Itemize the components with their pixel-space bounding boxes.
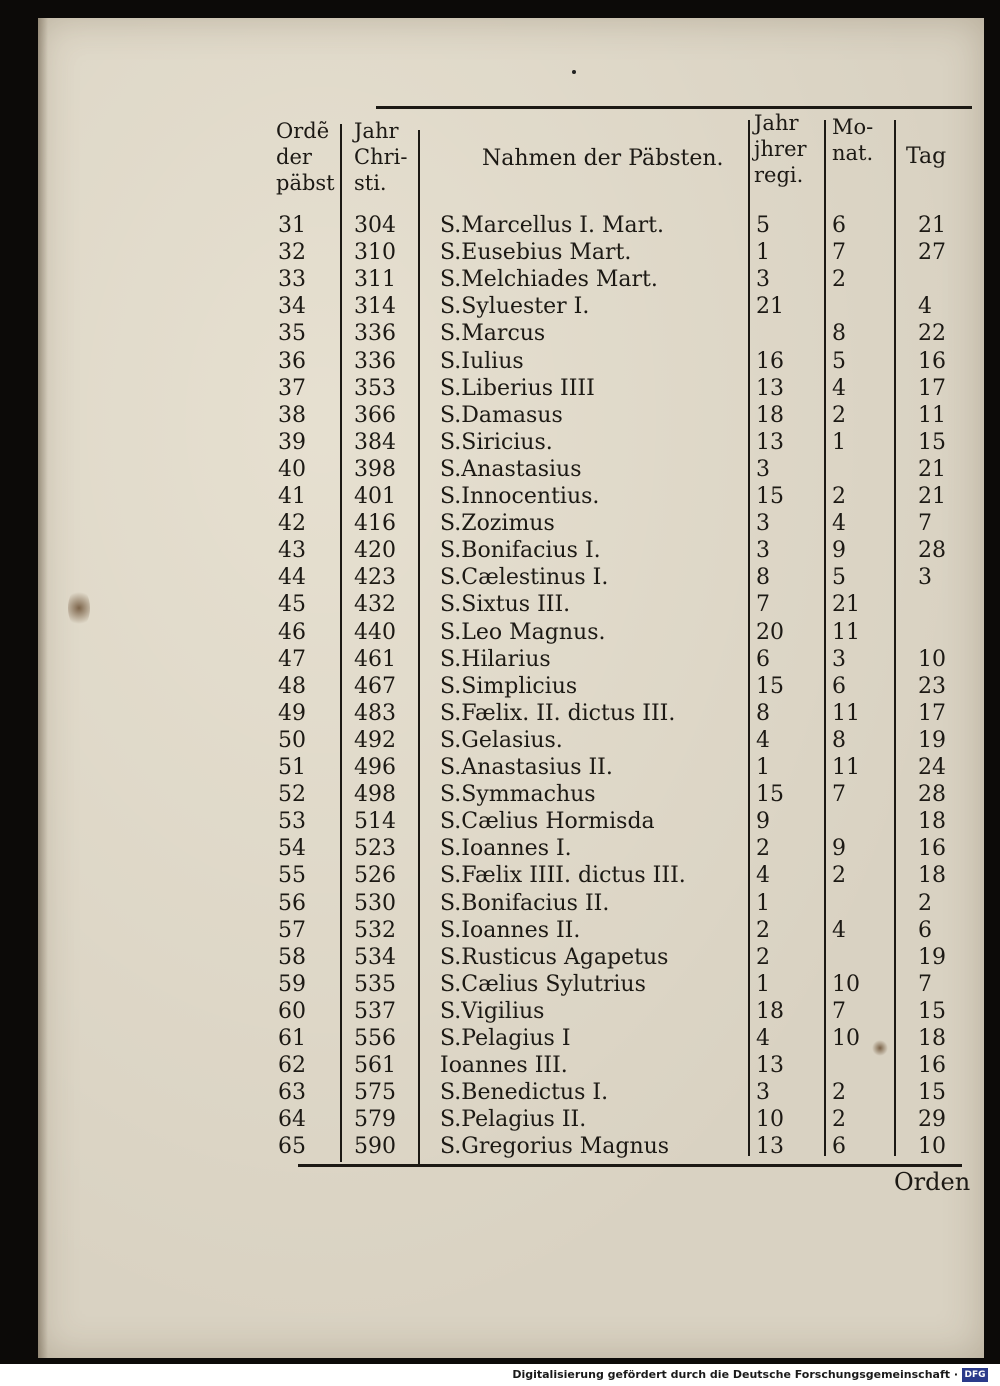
months-cell: 11 xyxy=(832,700,860,726)
year-cell: 532 xyxy=(354,917,396,943)
year-cell: 498 xyxy=(354,782,396,808)
name-cell: S.Pelagius II. xyxy=(440,1107,587,1133)
days-cell: 18 xyxy=(918,1026,946,1051)
table-row xyxy=(272,1106,972,1133)
name-cell: S.Rusticus Agapetus xyxy=(440,944,669,970)
months-cell: 4 xyxy=(832,917,846,943)
name-cell: S.Cælius Sylutrius xyxy=(440,971,646,997)
year-cell: 366 xyxy=(354,402,396,428)
order-cell: 47 xyxy=(278,646,306,672)
order-cell: 58 xyxy=(278,944,306,970)
order-cell: 39 xyxy=(278,429,306,455)
year-cell: 353 xyxy=(354,375,396,401)
table-row xyxy=(272,998,972,1025)
year-cell: 535 xyxy=(354,971,396,997)
days-cell: 16 xyxy=(918,348,946,374)
name-cell: S.Ioannes I. xyxy=(440,836,572,862)
months-cell: 11 xyxy=(832,619,860,645)
table-row xyxy=(272,1133,972,1160)
months-cell: 7 xyxy=(832,240,846,266)
order-cell: 64 xyxy=(278,1107,306,1133)
order-cell: 35 xyxy=(278,321,306,347)
year-cell: 423 xyxy=(354,565,396,591)
order-cell: 55 xyxy=(278,863,306,889)
years-cell: 8 xyxy=(756,700,770,726)
order-cell: 49 xyxy=(278,700,306,726)
years-cell: 18 xyxy=(756,998,784,1024)
days-cell: 17 xyxy=(918,375,946,401)
years-cell: 2 xyxy=(756,917,770,943)
years-cell: 13 xyxy=(756,375,784,401)
months-cell: 6 xyxy=(832,673,846,699)
days-cell: 15 xyxy=(918,1080,946,1106)
table-row xyxy=(272,510,972,537)
order-cell: 45 xyxy=(278,592,306,618)
days-cell: 17 xyxy=(918,700,946,726)
name-cell: S.Marcus xyxy=(440,321,546,347)
days-cell: 18 xyxy=(918,863,946,889)
year-cell: 416 xyxy=(354,511,396,537)
years-cell: 2 xyxy=(756,944,770,970)
days-cell: 7 xyxy=(918,971,932,997)
year-cell: 336 xyxy=(354,321,396,347)
years-cell: 13 xyxy=(756,1134,784,1160)
order-cell: 42 xyxy=(278,511,306,537)
days-cell: 16 xyxy=(918,1053,946,1079)
name-cell: Ioannes III. xyxy=(440,1053,568,1079)
table-row xyxy=(272,890,972,917)
table-row xyxy=(272,971,972,998)
months-cell: 2 xyxy=(832,402,846,428)
order-cell: 33 xyxy=(278,267,306,293)
order-cell: 50 xyxy=(278,727,306,753)
days-cell: 27 xyxy=(918,240,946,266)
months-cell: 11 xyxy=(832,755,860,780)
order-cell: 43 xyxy=(278,538,306,564)
page-spine-shadow xyxy=(38,18,48,1358)
months-cell: 2 xyxy=(832,484,846,509)
name-cell: S.Sixtus III. xyxy=(440,592,571,618)
days-cell: 2 xyxy=(918,890,932,916)
days-cell: 10 xyxy=(918,646,946,672)
years-cell: 4 xyxy=(756,1026,770,1051)
table-row xyxy=(272,212,972,239)
days-cell: 28 xyxy=(918,538,946,564)
table-row xyxy=(272,1025,972,1052)
name-cell: S.Ioannes II. xyxy=(440,917,581,943)
years-cell: 10 xyxy=(756,1107,784,1133)
name-cell: S.Anastasius xyxy=(440,456,582,482)
years-cell: 13 xyxy=(756,1053,784,1079)
months-cell: 10 xyxy=(832,971,860,997)
days-cell: 6 xyxy=(918,917,932,943)
months-cell: 5 xyxy=(832,348,846,374)
name-cell: S.Syluester I. xyxy=(440,294,590,320)
months-cell: 6 xyxy=(832,1134,846,1160)
year-cell: 336 xyxy=(354,348,396,374)
table-row xyxy=(272,591,972,618)
top-rule xyxy=(376,106,972,109)
year-cell: 420 xyxy=(354,538,396,564)
months-cell: 4 xyxy=(832,511,846,537)
name-cell: S.Vigilius xyxy=(440,998,545,1024)
table-row xyxy=(272,402,972,429)
table-row xyxy=(272,646,972,673)
name-cell: S.Cælestinus I. xyxy=(440,565,609,591)
years-cell: 8 xyxy=(756,565,770,591)
years-cell: 2 xyxy=(756,836,770,862)
table-row xyxy=(272,239,972,266)
table-row xyxy=(272,917,972,944)
year-cell: 461 xyxy=(354,646,396,672)
months-cell: 8 xyxy=(832,321,846,347)
year-cell: 534 xyxy=(354,944,396,970)
months-cell: 9 xyxy=(832,836,846,862)
bottom-rule xyxy=(298,1164,962,1167)
footer-credit: Digitalisierung gefördert durch die Deutsche Forschungsgemeinschaft · xyxy=(512,1368,958,1381)
year-cell: 483 xyxy=(354,700,396,726)
days-cell: 21 xyxy=(918,456,946,482)
days-cell: 16 xyxy=(918,836,946,862)
days-cell: 24 xyxy=(918,755,946,780)
years-cell: 1 xyxy=(756,971,770,997)
order-cell: 41 xyxy=(278,484,306,509)
name-cell: S.Iulius xyxy=(440,348,524,374)
year-cell: 590 xyxy=(354,1134,396,1160)
year-cell: 398 xyxy=(354,456,396,482)
year-cell: 401 xyxy=(354,484,396,509)
name-cell: S.Gregorius Magnus xyxy=(440,1134,670,1160)
year-cell: 311 xyxy=(354,267,396,293)
years-cell: 1 xyxy=(756,890,770,916)
years-cell: 18 xyxy=(756,402,784,428)
years-cell: 15 xyxy=(756,673,784,699)
months-cell: 21 xyxy=(832,592,860,618)
days-cell: 18 xyxy=(918,809,946,835)
table-row xyxy=(272,375,972,402)
years-cell: 6 xyxy=(756,646,770,672)
years-cell: 15 xyxy=(756,484,784,509)
days-cell: 11 xyxy=(918,402,946,428)
name-cell: S.Anastasius II. xyxy=(440,755,613,780)
name-cell: S.Gelasius. xyxy=(440,727,563,753)
years-cell: 5 xyxy=(756,213,770,238)
years-cell: 4 xyxy=(756,863,770,889)
years-cell: 4 xyxy=(756,727,770,753)
table-row xyxy=(272,673,972,700)
months-cell: 6 xyxy=(832,213,846,238)
days-cell: 19 xyxy=(918,944,946,970)
name-cell: S.Fælix. II. dictus III. xyxy=(440,700,676,726)
days-cell: 3 xyxy=(918,565,932,591)
year-cell: 432 xyxy=(354,592,396,618)
days-cell: 29 xyxy=(918,1107,946,1133)
year-cell: 492 xyxy=(354,727,396,753)
header-name: Nahmen der Päbsten. xyxy=(482,146,724,171)
header-monat: Mo- nat. xyxy=(832,115,874,165)
year-cell: 304 xyxy=(354,213,396,238)
header-year: Jahr Chri- sti. xyxy=(354,119,408,195)
days-cell: 21 xyxy=(918,213,946,238)
order-cell: 52 xyxy=(278,782,306,808)
order-cell: 31 xyxy=(278,213,306,238)
years-cell: 9 xyxy=(756,809,770,835)
months-cell: 2 xyxy=(832,863,846,889)
years-cell: 16 xyxy=(756,348,784,374)
order-cell: 38 xyxy=(278,402,306,428)
scanned-page xyxy=(38,18,984,1358)
table-row xyxy=(272,944,972,971)
months-cell: 10 xyxy=(832,1026,860,1051)
table-row xyxy=(272,348,972,375)
year-cell: 384 xyxy=(354,429,396,455)
months-cell: 1 xyxy=(832,429,846,455)
name-cell: S.Zozimus xyxy=(440,511,555,537)
years-cell: 3 xyxy=(756,267,770,293)
months-cell: 2 xyxy=(832,267,846,293)
table-row xyxy=(272,537,972,564)
table-row xyxy=(272,564,972,591)
year-cell: 561 xyxy=(354,1053,396,1079)
year-cell: 310 xyxy=(354,240,396,266)
name-cell: S.Marcellus I. Mart. xyxy=(440,213,664,238)
years-cell: 15 xyxy=(756,782,784,808)
header-jahr: Jahr jhrer regi. xyxy=(754,111,807,187)
months-cell: 7 xyxy=(832,782,846,808)
order-cell: 57 xyxy=(278,917,306,943)
name-cell: S.Simplicius xyxy=(440,673,578,699)
months-cell: 2 xyxy=(832,1107,846,1133)
order-cell: 54 xyxy=(278,836,306,862)
days-cell: 22 xyxy=(918,321,946,347)
name-cell: S.Liberius IIII xyxy=(440,375,595,401)
name-cell: S.Fælix IIII. dictus III. xyxy=(440,863,686,889)
name-cell: S.Hilarius xyxy=(440,646,551,672)
order-cell: 65 xyxy=(278,1134,306,1160)
table-row xyxy=(272,293,972,320)
months-cell: 3 xyxy=(832,646,846,672)
header-tag: Tag xyxy=(906,144,947,169)
order-cell: 44 xyxy=(278,565,306,591)
days-cell: 28 xyxy=(918,782,946,808)
table-row xyxy=(272,266,972,293)
table-row xyxy=(272,808,972,835)
order-cell: 34 xyxy=(278,294,306,320)
year-cell: 537 xyxy=(354,998,396,1024)
name-cell: S.Melchiades Mart. xyxy=(440,267,658,293)
order-cell: 61 xyxy=(278,1026,306,1051)
months-cell: 8 xyxy=(832,727,846,753)
print-dot xyxy=(572,70,576,74)
name-cell: S.Bonifacius I. xyxy=(440,538,601,564)
year-cell: 523 xyxy=(354,836,396,862)
footer-bar xyxy=(0,1364,1000,1386)
table-row xyxy=(272,727,972,754)
days-cell: 7 xyxy=(918,511,932,537)
days-cell: 10 xyxy=(918,1134,946,1160)
months-cell: 4 xyxy=(832,375,846,401)
order-cell: 46 xyxy=(278,619,306,645)
year-cell: 496 xyxy=(354,755,396,780)
months-cell: 7 xyxy=(832,998,846,1024)
year-cell: 526 xyxy=(354,863,396,889)
year-cell: 440 xyxy=(354,619,396,645)
name-cell: S.Siricius. xyxy=(440,429,553,455)
header-order: Ordẽ der päbst xyxy=(276,119,335,195)
years-cell: 3 xyxy=(756,456,770,482)
years-cell: 21 xyxy=(756,294,784,320)
years-cell: 1 xyxy=(756,240,770,266)
name-cell: S.Pelagius I xyxy=(440,1026,571,1051)
years-cell: 3 xyxy=(756,538,770,564)
name-cell: S.Eusebius Mart. xyxy=(440,240,632,266)
table-row xyxy=(272,429,972,456)
table-row xyxy=(272,781,972,808)
days-cell: 15 xyxy=(918,998,946,1024)
name-cell: S.Cælius Hormisda xyxy=(440,809,655,835)
days-cell: 23 xyxy=(918,673,946,699)
table-row xyxy=(272,456,972,483)
table-row xyxy=(272,1079,972,1106)
order-cell: 53 xyxy=(278,809,306,835)
year-cell: 314 xyxy=(354,294,396,320)
table-row xyxy=(272,835,972,862)
table-row xyxy=(272,754,972,781)
name-cell: S.Benedictus I. xyxy=(440,1080,609,1106)
order-cell: 51 xyxy=(278,755,306,780)
table-row xyxy=(272,619,972,646)
order-cell: 56 xyxy=(278,890,306,916)
order-cell: 59 xyxy=(278,971,306,997)
year-cell: 467 xyxy=(354,673,396,699)
order-cell: 37 xyxy=(278,375,306,401)
name-cell: S.Leo Magnus. xyxy=(440,619,606,645)
months-cell: 5 xyxy=(832,565,846,591)
order-cell: 60 xyxy=(278,998,306,1024)
catchword: Orden xyxy=(894,1168,971,1196)
year-cell: 514 xyxy=(354,809,396,835)
table-row xyxy=(272,483,972,510)
days-cell: 15 xyxy=(918,429,946,455)
years-cell: 1 xyxy=(756,755,770,780)
name-cell: S.Bonifacius II. xyxy=(440,890,610,916)
order-cell: 36 xyxy=(278,348,306,374)
years-cell: 20 xyxy=(756,619,784,645)
table-row xyxy=(272,862,972,889)
months-cell: 9 xyxy=(832,538,846,564)
years-cell: 13 xyxy=(756,429,784,455)
table-row xyxy=(272,1052,972,1079)
name-cell: S.Innocentius. xyxy=(440,484,600,509)
year-cell: 530 xyxy=(354,890,396,916)
days-cell: 19 xyxy=(918,727,946,753)
name-cell: S.Damasus xyxy=(440,402,563,428)
days-cell: 21 xyxy=(918,484,946,509)
years-cell: 3 xyxy=(756,1080,770,1106)
table-row xyxy=(272,700,972,727)
order-cell: 40 xyxy=(278,456,306,482)
year-cell: 575 xyxy=(354,1080,396,1106)
days-cell: 4 xyxy=(918,294,932,320)
years-cell: 7 xyxy=(756,592,770,618)
dfg-logo-icon: DFG xyxy=(962,1368,988,1382)
order-cell: 48 xyxy=(278,673,306,699)
years-cell: 3 xyxy=(756,511,770,537)
name-cell: S.Symmachus xyxy=(440,782,596,808)
order-cell: 62 xyxy=(278,1053,306,1079)
order-cell: 63 xyxy=(278,1080,306,1106)
order-cell: 32 xyxy=(278,240,306,266)
table-row xyxy=(272,320,972,347)
year-cell: 556 xyxy=(354,1026,396,1051)
ink-stain xyxy=(68,588,90,628)
popes-table xyxy=(272,106,972,1166)
months-cell: 2 xyxy=(832,1080,846,1106)
year-cell: 579 xyxy=(354,1107,396,1133)
